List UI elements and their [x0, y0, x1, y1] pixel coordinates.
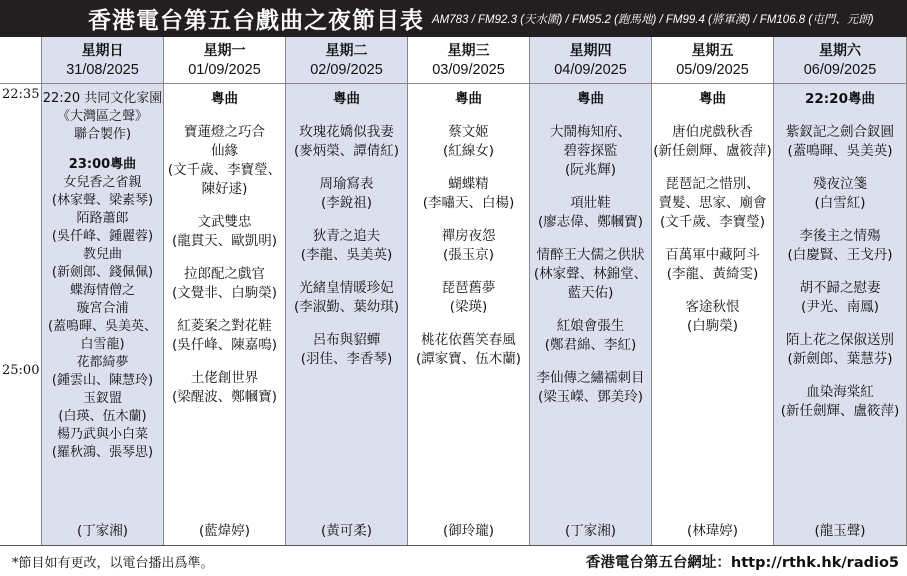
program-line: 土佬創世界: [190, 370, 259, 386]
program-line: 花都綺夢: [76, 355, 129, 370]
program-line: [286, 265, 407, 279]
day-header: [408, 37, 529, 84]
program-line: 蔡文姬: [448, 124, 489, 140]
program-line: [774, 317, 906, 331]
program-line: 玉釵盟: [82, 391, 122, 406]
footer-note: *節目如有更改，以電台播出爲準。: [12, 555, 214, 571]
program-line: 文武雙忠: [197, 214, 252, 230]
program-line: 白雪龍): [80, 337, 125, 352]
time-label-end: 25:00: [2, 363, 40, 378]
program-line: [286, 213, 407, 227]
program-line: [774, 161, 906, 175]
day-name: 星期日: [81, 43, 124, 59]
program-line: [408, 213, 529, 227]
program-line: [530, 232, 651, 246]
program-line: (新任劍輝、盧筱萍): [780, 403, 900, 419]
day-header: [774, 37, 906, 84]
program-line: [530, 355, 651, 369]
time-column-header: [0, 37, 41, 84]
program-list: [164, 84, 285, 407]
program-line: 陌上花之保俶送別: [786, 332, 894, 348]
program-line: 粵曲: [333, 91, 360, 107]
host-name: (御玲瓏): [442, 523, 495, 539]
program-line: (文千歲、李寶瑩): [659, 214, 766, 230]
program-line: (廖志偉、鄭幗寶): [537, 214, 644, 230]
program-line: 寶蓮燈之巧合: [184, 124, 265, 140]
program-line: 血染海棠紅: [806, 384, 874, 400]
program-line: (新劍郎、葉慧芬): [787, 351, 893, 367]
program-line: 情醉王大儒之供狀: [536, 247, 645, 263]
day-header: [652, 37, 773, 84]
program-line: 聯合製作): [73, 127, 132, 142]
program-line: 粵曲: [455, 91, 482, 107]
day-column: [286, 37, 408, 545]
program-line: (白雪紅): [814, 195, 866, 211]
program-line: [164, 251, 285, 265]
day-date: 02/09/2025: [310, 62, 383, 78]
program-line: (文千歲、李寶瑩、: [167, 162, 282, 178]
program-line: (龍貫天、歐凱明): [171, 233, 278, 249]
program-line: [164, 355, 285, 369]
program-line: (阮兆輝): [564, 162, 617, 178]
day-name: 星期六: [819, 43, 861, 59]
program-list: [530, 84, 651, 407]
program-line: [774, 265, 906, 279]
program-line: 紅娘會張生: [556, 318, 625, 334]
program-line: (新劍郎、錢佩佩): [51, 265, 154, 280]
program-line: 紅菱案之對花鞋: [177, 318, 272, 334]
day-column: [774, 37, 907, 545]
website-address: 香港電台第五台網址：http://rthk.hk/radio5: [585, 554, 899, 571]
program-line: 23:00粵曲: [68, 157, 137, 172]
program-line: (林家聲、林錦堂、: [533, 266, 648, 282]
day-header: [530, 37, 651, 84]
day-header: [164, 37, 285, 84]
program-line: 胡不歸之慰妻: [799, 280, 881, 296]
program-line: (李嘯天、白楊): [422, 195, 515, 211]
program-line: (文覺非、白駒榮): [171, 285, 278, 301]
program-line: 桃花依舊笑春風: [421, 332, 516, 348]
host-name: (林瑋婷): [686, 523, 739, 539]
schedule-grid: [0, 37, 907, 545]
program-list: [652, 84, 773, 336]
program-list: [42, 84, 163, 462]
day-column: [42, 37, 164, 545]
day-date: 05/09/2025: [676, 62, 749, 78]
program-line: 拉郎配之戲官: [184, 266, 265, 282]
program-line: (白慶賢、王戈丹): [787, 247, 893, 263]
program-line: (紅線女): [442, 143, 495, 159]
program-line: 大鬧梅知府、: [550, 124, 631, 140]
program-line: 百萬軍中藏阿斗: [665, 247, 760, 263]
program-line: [652, 109, 773, 123]
host-name: (黃可柔): [320, 523, 373, 539]
program-line: (譚家寶、伍木蘭): [415, 351, 522, 367]
day-date: 31/08/2025: [66, 62, 139, 78]
program-line: 蝴蝶精: [448, 176, 489, 192]
host-name: (藍煒婷): [198, 523, 251, 539]
day-date: 01/09/2025: [188, 62, 261, 78]
program-line: 女兒香之省親: [63, 175, 142, 190]
time-label-start: 22:35: [2, 87, 40, 102]
day-column: [530, 37, 652, 545]
program-line: (羅秋鴻、張琴思): [51, 445, 154, 460]
program-line: (梁醒波、鄭幗寶): [171, 389, 278, 405]
program-line: 殘夜泣箋: [813, 176, 867, 192]
program-line: 璇宮合浦: [76, 301, 129, 316]
day-header: [42, 37, 163, 84]
program-list: [286, 84, 407, 369]
program-line: [164, 199, 285, 213]
program-line: [42, 144, 163, 156]
program-line: [408, 265, 529, 279]
program-line: [164, 109, 285, 123]
program-line: 碧蓉探監: [563, 143, 618, 159]
program-line: [652, 284, 773, 298]
program-line: 粵曲: [699, 91, 726, 107]
program-line: 粵曲: [577, 91, 604, 107]
program-line: [286, 109, 407, 123]
program-line: 教兒曲: [82, 247, 122, 262]
footer: [0, 545, 907, 576]
program-line: 禪房夜怨: [441, 228, 496, 244]
program-line: 22:20粵曲: [805, 91, 875, 107]
program-line: 呂布與貂蟬: [312, 332, 381, 348]
program-line: (李銳祖): [320, 195, 373, 211]
program-line: [286, 161, 407, 175]
program-line: [286, 317, 407, 331]
program-line: (蓋鳴暉、吳美英): [787, 143, 893, 159]
program-line: [530, 303, 651, 317]
program-line: 粵曲: [211, 91, 238, 107]
program-line: 琵琶舊夢: [441, 280, 496, 296]
program-line: 項壯鞋: [570, 195, 611, 211]
host-name: (龍玉聲): [814, 523, 866, 539]
program-line: (麥炳榮、譚倩紅): [293, 143, 400, 159]
program-line: (李淑勤、葉幼琪): [293, 299, 400, 315]
host-name: (丁家湘): [564, 523, 617, 539]
program-line: (蓋鳴暉、吳美英、: [47, 319, 158, 334]
program-line: (張玉京): [442, 247, 495, 263]
program-line: [652, 232, 773, 246]
program-line: [408, 161, 529, 175]
program-line: (林家聲、梁素琴): [51, 193, 154, 208]
program-line: 唐伯虎戲秋香: [672, 124, 753, 140]
time-column: [0, 37, 42, 545]
program-line: (李龍、吳美英): [300, 247, 393, 263]
program-line: [408, 109, 529, 123]
program-line: 《大灣區之聲》: [56, 109, 148, 124]
program-line: [652, 161, 773, 175]
program-line: 藍天佑): [567, 285, 614, 301]
program-line: 周瑜寫表: [319, 176, 374, 192]
program-line: (鍾雲山、陳慧玲): [51, 373, 154, 388]
day-header: [286, 37, 407, 84]
program-line: 玫瑰花嬌似我妻: [299, 124, 394, 140]
program-line: 狄青之追夫: [312, 228, 381, 244]
program-line: (白瑛、伍木蘭): [58, 409, 147, 424]
program-line: 客途秋恨: [685, 299, 740, 315]
host-name: (丁家湘): [76, 523, 129, 539]
program-line: [530, 180, 651, 194]
program-line: (梁瑛): [449, 299, 488, 315]
program-line: [530, 109, 651, 123]
program-line: [408, 317, 529, 331]
program-line: (羽佳、李香琴): [300, 351, 393, 367]
program-line: (吳仟峰、鍾麗蓉): [51, 229, 154, 244]
program-line: (新任劍輝、盧筱萍): [653, 143, 772, 159]
day-name: 星期一: [203, 43, 246, 59]
program-line: [164, 303, 285, 317]
day-name: 星期四: [569, 43, 612, 59]
program-line: 紫釵記之劍合釵圓: [786, 124, 894, 140]
day-date: 06/09/2025: [803, 62, 877, 78]
day-date: 04/09/2025: [554, 62, 627, 78]
program-line: [774, 369, 906, 383]
program-line: 蝶海情僧之: [69, 283, 135, 298]
program-line: 賣髮、思家、廟會: [658, 195, 767, 211]
page-title: 香港電台第五台戲曲之夜節目表: [88, 8, 424, 34]
program-line: (吳仟峰、陳嘉鳴): [171, 337, 278, 353]
day-name: 星期三: [447, 43, 490, 59]
program-line: 22:20 共同文化家園: [42, 91, 163, 106]
program-line: 李仙傳之繡襦刺目: [536, 370, 645, 386]
program-line: (鄭君綿、李紅): [544, 337, 637, 353]
program-line: 光緒皇情暖珍妃: [299, 280, 394, 296]
program-line: 楊乃武與小白菜: [56, 427, 148, 442]
day-column: [408, 37, 530, 545]
day-column: [164, 37, 286, 545]
day-name: 星期五: [691, 43, 734, 59]
program-list: [408, 84, 529, 369]
frequency-list: AM783 / FM92.3 (天水圍) / FM95.2 (跑馬地) / FM99.4 (將軍澳) / FM106.8 (屯門、元朗): [432, 13, 874, 26]
day-name: 星期二: [325, 43, 368, 59]
day-column: [652, 37, 774, 545]
program-line: 陳好逑): [201, 181, 248, 197]
program-line: (梁玉嶸、鄧美玲): [537, 389, 644, 405]
program-line: (李龍、黃綺雯): [666, 266, 759, 282]
day-date: 03/09/2025: [432, 62, 505, 78]
program-line: 李後主之情殤: [799, 228, 881, 244]
program-line: 仙緣: [211, 143, 238, 159]
program-line: (尹光、南鳳): [800, 299, 880, 315]
program-line: [774, 109, 906, 123]
program-line: [774, 213, 906, 227]
program-list: [774, 84, 906, 421]
program-line: 陌路蕭郎: [76, 211, 129, 226]
program-line: (白駒榮): [686, 318, 739, 334]
program-line: 琵琶記之惜別、: [665, 176, 760, 192]
header-bar: [0, 0, 907, 37]
